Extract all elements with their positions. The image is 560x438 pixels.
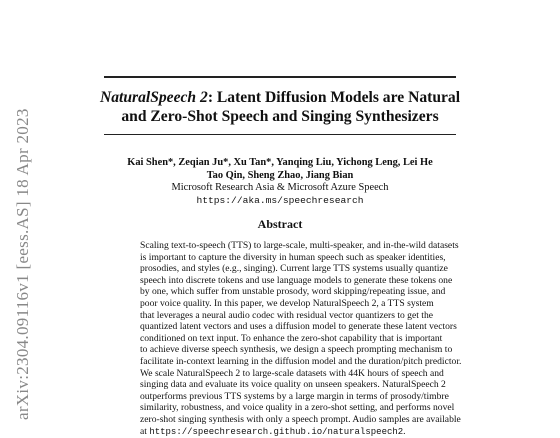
- abstract-line: that leverages a neural audio codec with residual vector quantizers to get the: [140, 309, 434, 321]
- abstract-last-suffix: .: [403, 425, 406, 437]
- author-block: [100, 157, 460, 207]
- abstract-line: conditioned on text input. To enhance the zero-shot capability that is important: [140, 332, 443, 344]
- abstract-line: similarity, robustness, and voice quality in a zero-shot setting, and performs novel: [140, 402, 455, 414]
- abstract-line: quantized latent vectors and uses a diffusion model to generate these latent vectors: [140, 321, 457, 333]
- abstract-line: to achieve diverse speech synthesis, we design a speech prompting mechanism to: [140, 344, 453, 356]
- affiliation: Microsoft Research Asia & Microsoft Azure Speech: [171, 182, 389, 193]
- title-line2: and Zero-Shot Speech and Singing Synthesizers: [121, 108, 439, 125]
- title-italic: NaturalSpeech 2: [99, 89, 208, 106]
- author-line-2: Tao Qin, Sheng Zhao, Jiang Bian: [206, 169, 354, 181]
- abstract-body: [140, 240, 462, 437]
- abstract-line: Scaling text-to-speech (TTS) to large-scale, multi-speaker, and in-the-wild datasets: [140, 240, 459, 251]
- abstract-line: by one, which suffer from unstable prosody, word skipping/repeating issue, and: [140, 286, 446, 298]
- abstract-line: speech into discrete tokens and use language models to generate these tokens one: [140, 274, 453, 286]
- abstract-last-prefix: at: [140, 425, 150, 437]
- abstract-line: poor voice quality. In this paper, we develop NaturalSpeech 2, a TTS system: [140, 297, 434, 309]
- abstract-line: prosodies, and styles (e.g., singing). Current large TTS systems usually quantize: [140, 263, 448, 275]
- arxiv-stamp: arXiv:2304.09116v1 [eess.AS] 18 Apr 2023: [13, 108, 32, 420]
- abstract-last-line: [140, 426, 422, 438]
- audio-samples-link[interactable]: https://speechresearch.github.io/naturalspeech2: [149, 426, 404, 437]
- abstract-line: is important to capture the diversity in human speech such as speaker identities,: [140, 251, 446, 263]
- abstract-heading: Abstract: [257, 217, 303, 231]
- paper-title: [96, 88, 464, 126]
- abstract-line: zero-shot singing synthesis with only a speech prompt. Audio samples are available: [140, 413, 461, 425]
- author-line-1: Kai Shen*, Zeqian Ju*, Xu Tan*, Yanqing Liu, Yichong Leng, Lei He: [127, 157, 433, 168]
- title-top-rule: [104, 76, 456, 78]
- abstract-line: We scale NaturalSpeech 2 to large-scale datasets with 44K hours of speech and: [140, 367, 444, 379]
- title-bottom-rule: [104, 134, 456, 135]
- title-line1: : Latent Diffusion Models are Natural: [207, 89, 461, 106]
- abstract-line: facilitate in-context learning in the diffusion model and the duration/pitch predictor.: [140, 355, 462, 367]
- research-link[interactable]: https://aka.ms/speechresearch: [196, 194, 364, 206]
- abstract-line: singing data and evaluate its voice quality on unseen speakers. NaturalSpeech 2: [140, 379, 446, 391]
- abstract-line: outperforms previous TTS systems by a large margin in terms of prosody/timbre: [140, 390, 449, 402]
